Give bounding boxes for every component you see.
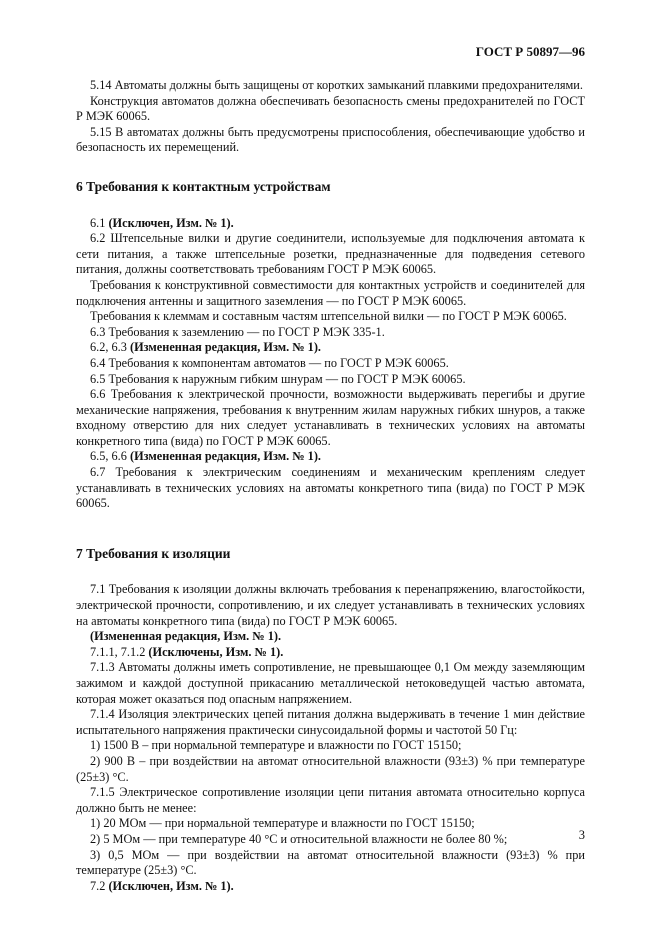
paragraph-5-14-cont: Конструкция автоматов должна обеспечивать безопасность смены предохранителей по ГОСТ Р МЭК 60065. [76, 93, 585, 124]
paragraph-6-2: 6.2 Штепсельные вилки и другие соединители, используемые для подключения автомата к сети питания, а также штепсельные розетки, предназначенные для подведения сетевого питания, должны соответствовать требованиям ГОСТ Р МЭК 60065. [76, 231, 585, 277]
paragraph-7-1-4: 7.1.4 Изоляция электрических цепей питания должна выдерживать в течение 1 мин действие испытательного напряжения практически синусоидальной формы и частотой 50 Гц: [76, 707, 585, 737]
amendment-note: (Измененная редакция, Изм. № 1). [129, 449, 321, 464]
list-item-7-1-4-2: 2) 900 В – при воздействии на автомат относительной влажности (93±3) % при температуре (25±3) °С. [76, 753, 585, 784]
paragraph-6-4: 6.4 Требования к компонентам автоматов — по ГОСТ Р МЭК 60065. [90, 355, 449, 370]
paragraph-6-1: 6.1 (Исключен, Изм. № 1). [90, 215, 234, 230]
list-item-7-1-5-3: 3) 0,5 МОм — при воздействии на автомат относительной влажности (93±3) % при температуре (25±3) °С. [76, 847, 585, 878]
amendment-note: (Исключен, Изм. № 1). [108, 878, 234, 893]
document-header: ГОСТ Р 50897—96 [475, 44, 585, 59]
paragraph-6-6: 6.6 Требования к электрической прочности, возможности выдерживать перегибы и другие механические напряжения, требования к внутренним жилам наружных гибких шнуров, а также входному отверстию для них следует устанавливать в технических условиях на автоматы конкретного типа (вида) по ГОСТ Р МЭК 60065. [76, 387, 585, 448]
paragraph-7-1: 7.1 Требования к изоляции должны включать требования к перенапряжению, влагостойкости, электрической прочности, сопротивлению, и их следует устанавливать в технических условиях на автоматы конкретного типа (вида) по ГОСТ Р МЭК 60065. [76, 582, 585, 628]
list-item-7-1-5-1: 1) 20 МОм — при нормальной температуре и влажности по ГОСТ 15150; [90, 816, 475, 831]
list-item-7-1-5-2: 2) 5 МОм — при температуре 40 °С и относительной влажности не более 80 %; [90, 831, 508, 846]
amendment-note: (Исключен, Изм. № 1). [108, 215, 234, 230]
paragraph-7-1-3: 7.1.3 Автоматы должны иметь сопротивление, не превышающее 0,1 Ом между заземляющим зажимом и каждой доступной прикасанию металлической нетоковедущей частью автомата, которая может оказаться под опасным напряжением. [76, 660, 585, 706]
paragraph-7-1-1: 7.1.1, 7.1.2 (Исключены, Изм. № 1). [90, 644, 284, 659]
paragraph-5-14: 5.14 Автоматы должны быть защищены от коротких замыканий плавкими предохранителями. [90, 78, 583, 92]
paragraph-6-2-6-3-note: 6.2, 6.3 (Измененная редакция, Изм. № 1). [90, 340, 321, 355]
paragraph-7-1-5: 7.1.5 Электрическое сопротивление изоляции цепи питания автомата относительно корпуса должно быть не менее: [76, 785, 585, 815]
paragraph-6-7: 6.7 Требования к электрическим соединениям и механическим креплениям следует устанавливать в технических условиях на автоматы конкретного типа (вида) по ГОСТ Р МЭК 60065. [76, 465, 585, 511]
page-number: 3 [578, 828, 585, 842]
section-6-heading: 6 Требования к контактным устройствам [76, 178, 331, 194]
paragraph-6-5-6-6-note: 6.5, 6.6 (Измененная редакция, Изм. № 1). [90, 449, 321, 464]
paragraph-7-2: 7.2 (Исключен, Изм. № 1). [90, 878, 234, 893]
paragraph-6-2-c: Требования к клеммам и составным частям штепсельной вилки — по ГОСТ Р МЭК 60065. [90, 309, 567, 324]
amendment-note: (Исключены, Изм. № 1). [148, 644, 284, 659]
paragraph-6-5: 6.5 Требования к наружным гибким шнурам — по ГОСТ Р МЭК 60065. [90, 371, 466, 386]
list-item-7-1-4-1: 1) 1500 В – при нормальной температуре и влажности по ГОСТ 15150; [90, 738, 462, 753]
amendment-note: (Измененная редакция, Изм. № 1). [90, 629, 282, 644]
page-content [76, 78, 585, 894]
paragraph-6-3: 6.3 Требования к заземлению — по ГОСТ Р МЭК 335-1. [90, 324, 385, 339]
paragraph-6-2-b: Требования к конструктивной совместимости для контактных устройств и соединителей для подключения антенны и защитного заземления — по ГОСТ Р МЭК 60065. [76, 277, 585, 308]
paragraph-5-15: 5.15 В автоматах должны быть предусмотрены приспособления, обеспечивающие удобство и безопасность их перемещений. [76, 124, 585, 155]
amendment-note: (Измененная редакция, Изм. № 1). [129, 340, 321, 355]
section-7-heading: 7 Требования к изоляции [76, 545, 231, 561]
paragraph-7-1-note [76, 629, 585, 645]
